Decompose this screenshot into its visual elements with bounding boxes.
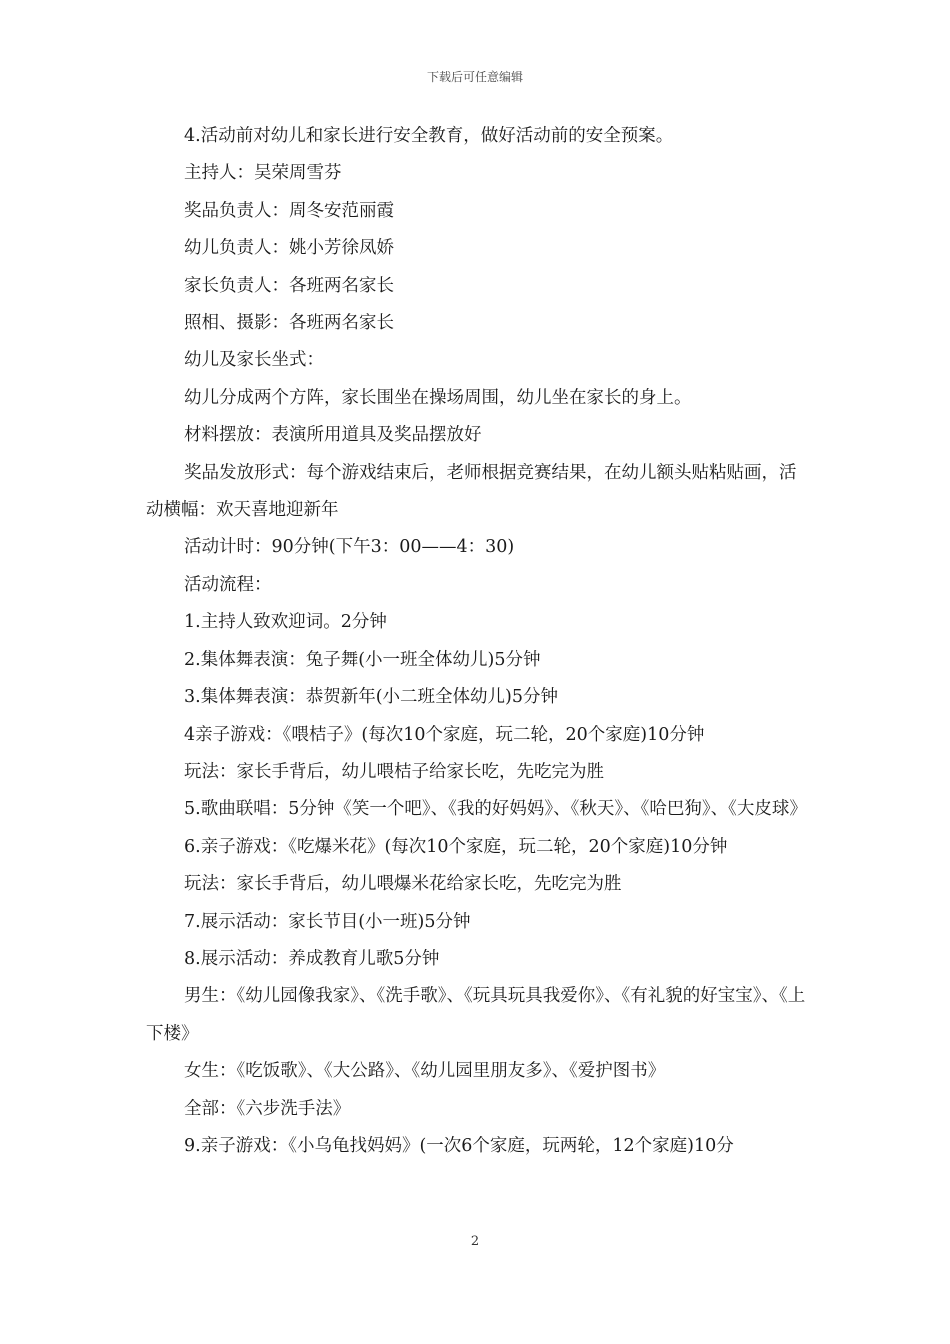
paragraph: 4亲子游戏：《喂桔子》(每次10个家庭，玩二轮，20个家庭)10分钟	[184, 724, 705, 745]
paragraph: 照相、摄影：各班两名家长	[184, 313, 394, 334]
paragraph: 材料摆放：表演所用道具及奖品摆放好	[184, 425, 482, 446]
paragraph: 主持人：吴荣周雪芬	[184, 163, 342, 184]
paragraph: 奖品发放形式：每个游戏结束后，老师根据竞赛结果，在幼儿额头贴粘贴画，活动横幅：欢天喜地迎新年	[146, 462, 797, 521]
paragraph: 全部：《六步洗手法》	[184, 1098, 351, 1119]
document-body	[146, 118, 810, 1165]
paragraph: 5.歌曲联唱：5分钟《笑一个吧》、《我的好妈妈》、《秋天》、《哈巴狗》、《大皮球》	[184, 799, 807, 820]
paragraph: 3.集体舞表演：恭贺新年(小二班全体幼儿)5分钟	[184, 687, 558, 708]
paragraph: 6.亲子游戏：《吃爆米花》(每次10个家庭，玩二轮，20个家庭)10分钟	[184, 836, 728, 857]
paragraph: 女生：《吃饭歌》、《大公路》、《幼儿园里朋友多》、《爱护图书》	[184, 1061, 666, 1082]
paragraph: 8.展示活动：养成教育儿歌5分钟	[184, 948, 440, 969]
paragraph: 1.主持人致欢迎词。2分钟	[184, 612, 387, 633]
paragraph: 男生：《幼儿园像我家》、《洗手歌》、《玩具玩具我爱你》、《有礼貌的好宝宝》、《上下楼》	[146, 986, 806, 1044]
paragraph: 9.亲子游戏：《小乌龟找妈妈》(一次6个家庭，玩两轮，12个家庭)10分	[184, 1135, 734, 1156]
paragraph: 幼儿分成两个方阵，家长围坐在操场周围，幼儿坐在家长的身上。	[184, 387, 692, 408]
paragraph: 活动流程：	[184, 574, 272, 595]
paragraph: 幼儿负责人：姚小芳徐凤娇	[184, 238, 394, 259]
paragraph: 幼儿及家长坐式：	[184, 350, 324, 371]
paragraph: 活动计时：90分钟(下午3：00——4：30)	[184, 537, 515, 558]
paragraph: 奖品负责人：周冬安范丽霞	[184, 200, 394, 221]
paragraph: 2.集体舞表演：兔子舞(小一班全体幼儿)5分钟	[184, 649, 541, 670]
page-number: 2	[470, 1234, 480, 1249]
page-header: 下载后可任意编辑	[426, 70, 523, 84]
paragraph: 家长负责人：各班两名家长	[184, 275, 394, 296]
paragraph: 7.展示活动：家长节目(小一班)5分钟	[184, 911, 471, 932]
paragraph: 4.活动前对幼儿和家长进行安全教育，做好活动前的安全预案。	[184, 126, 674, 146]
paragraph: 玩法：家长手背后，幼儿喂爆米花给家长吃，先吃完为胜	[184, 874, 622, 895]
paragraph: 玩法：家长手背后，幼儿喂桔子给家长吃，先吃完为胜	[184, 761, 604, 782]
